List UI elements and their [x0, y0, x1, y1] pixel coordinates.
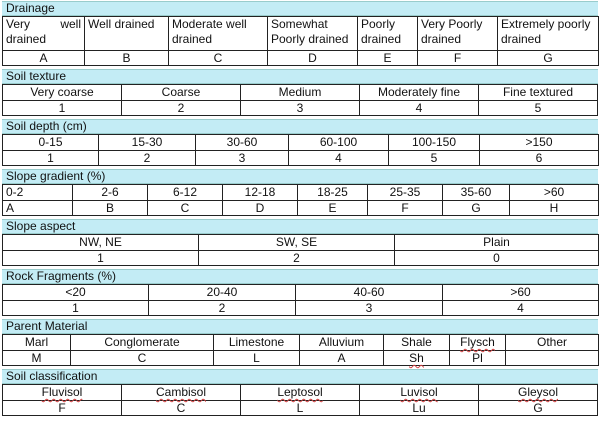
- material-label: Marl: [3, 335, 71, 351]
- classification-code: L: [241, 401, 360, 416]
- material-label: Limestone: [214, 335, 300, 351]
- aspect-label: Plain: [395, 235, 599, 251]
- rock-label: 20-40: [149, 285, 296, 301]
- texture-code: 3: [241, 101, 360, 116]
- depth-label: >150: [480, 135, 599, 151]
- classification-label: [479, 385, 598, 401]
- texture-label: Medium: [241, 85, 360, 101]
- texture-code: 1: [3, 101, 122, 116]
- material-code: A: [300, 351, 384, 366]
- drainage-code: E: [358, 51, 418, 66]
- material-code-text: Sh: [409, 351, 424, 365]
- aspect-label: NW, NE: [3, 235, 199, 251]
- rock-fragments-table: [2, 284, 599, 316]
- gradient-label: 25-35: [368, 185, 443, 201]
- material-code: M: [3, 351, 71, 366]
- depth-code: 1: [3, 151, 99, 166]
- drainage-code: G: [498, 51, 599, 66]
- classification-code: G: [479, 401, 598, 416]
- drainage-code: A: [3, 51, 85, 66]
- aspect-code: 0: [395, 251, 599, 266]
- drainage-code: D: [268, 51, 358, 66]
- classification-label-text: Luvisol: [400, 385, 438, 399]
- depth-code: 2: [99, 151, 196, 166]
- classification-code: Lu: [360, 401, 479, 416]
- texture-code: 2: [122, 101, 241, 116]
- texture-code: 4: [360, 101, 479, 116]
- rock-label: 40-60: [296, 285, 443, 301]
- depth-code: 3: [196, 151, 289, 166]
- drainage-label: Extremely poorly drained: [498, 17, 599, 51]
- drainage-code: F: [418, 51, 498, 66]
- depth-label: 15-30: [99, 135, 196, 151]
- classification-label: [241, 385, 360, 401]
- drainage-label: Very Poorly drained: [418, 17, 498, 51]
- material-code: L: [214, 351, 300, 366]
- material-label: Conglomerate: [71, 335, 214, 351]
- gradient-label: 18-25: [298, 185, 368, 201]
- depth-code: 6: [480, 151, 599, 166]
- soil-classification-table: [2, 384, 598, 416]
- texture-label: Coarse: [122, 85, 241, 101]
- material-label: Shale: [384, 335, 450, 351]
- classification-label-text: Cambisol: [155, 385, 206, 399]
- section-header-rock-fragments: Rock Fragments (%): [2, 269, 598, 284]
- gradient-label: 35-60: [443, 185, 510, 201]
- drainage-label: Poorly drained: [358, 17, 418, 51]
- section-header-soil-classification: Soil classification: [2, 369, 598, 384]
- material-code: [384, 351, 450, 366]
- drainage-label: Somewhat Poorly drained: [268, 17, 358, 51]
- material-code: [506, 351, 599, 366]
- gradient-code: F: [368, 201, 443, 216]
- section-header-parent-material: Parent Material: [2, 319, 598, 334]
- rock-label: <20: [3, 285, 149, 301]
- texture-label: Moderately fine: [360, 85, 479, 101]
- depth-label: 100-150: [389, 135, 480, 151]
- material-label-text: Flysch: [460, 335, 495, 349]
- material-label: [450, 335, 506, 351]
- aspect-code: 2: [199, 251, 395, 266]
- slope-aspect-table: [2, 234, 599, 266]
- texture-label: Very coarse: [3, 85, 122, 101]
- gradient-label: 2-6: [73, 185, 148, 201]
- rock-label: >60: [443, 285, 599, 301]
- parent-material-table: [2, 334, 599, 366]
- gradient-label: 12-18: [223, 185, 298, 201]
- aspect-label: SW, SE: [199, 235, 395, 251]
- material-label: Other: [506, 335, 599, 351]
- rock-code: 2: [149, 301, 296, 316]
- section-header-drainage: Drainage: [2, 1, 598, 16]
- classification-label-text: Gleysol: [517, 385, 558, 399]
- classification-label: [360, 385, 479, 401]
- soil-parameters-table: [2, 1, 598, 416]
- drainage-code: B: [85, 51, 169, 66]
- rock-code: 3: [296, 301, 443, 316]
- rock-code: 1: [3, 301, 149, 316]
- aspect-code: 1: [3, 251, 199, 266]
- depth-code: 4: [289, 151, 389, 166]
- depth-label: 60-100: [289, 135, 389, 151]
- soil-texture-table: [2, 84, 598, 116]
- drainage-label: Well drained: [85, 17, 169, 51]
- gradient-code: H: [510, 201, 599, 216]
- section-header-slope-aspect: Slope aspect: [2, 219, 598, 234]
- drainage-code: C: [169, 51, 268, 66]
- classification-label-text: Leptosol: [277, 385, 323, 399]
- gradient-code: G: [443, 201, 510, 216]
- slope-gradient-table: [2, 184, 599, 216]
- drainage-label: Moderate well drained: [169, 17, 268, 51]
- texture-label: Fine textured: [479, 85, 598, 101]
- classification-label-text: Fluvisol: [41, 385, 83, 399]
- depth-code: 5: [389, 151, 480, 166]
- gradient-code: D: [223, 201, 298, 216]
- classification-code: F: [3, 401, 122, 416]
- material-code: C: [71, 351, 214, 366]
- drainage-table: [2, 16, 599, 66]
- depth-label: 30-60: [196, 135, 289, 151]
- drainage-label: Very well drained: [3, 17, 85, 51]
- gradient-code: B: [73, 201, 148, 216]
- texture-code: 5: [479, 101, 598, 116]
- material-code: Pl: [450, 351, 506, 366]
- classification-label: [122, 385, 241, 401]
- soil-depth-table: [2, 134, 599, 166]
- depth-label: 0-15: [3, 135, 99, 151]
- material-label: Alluvium: [300, 335, 384, 351]
- classification-code: C: [122, 401, 241, 416]
- gradient-label: 6-12: [148, 185, 223, 201]
- gradient-label: >60: [510, 185, 599, 201]
- classification-label: [3, 385, 122, 401]
- section-header-soil-texture: Soil texture: [2, 69, 598, 84]
- gradient-code: E: [298, 201, 368, 216]
- rock-code: 4: [443, 301, 599, 316]
- gradient-label: 0-2: [3, 185, 73, 201]
- section-header-slope-gradient: Slope gradient (%): [2, 169, 598, 184]
- section-header-soil-depth: Soil depth (cm): [2, 119, 598, 134]
- gradient-code: A: [3, 201, 73, 216]
- gradient-code: C: [148, 201, 223, 216]
